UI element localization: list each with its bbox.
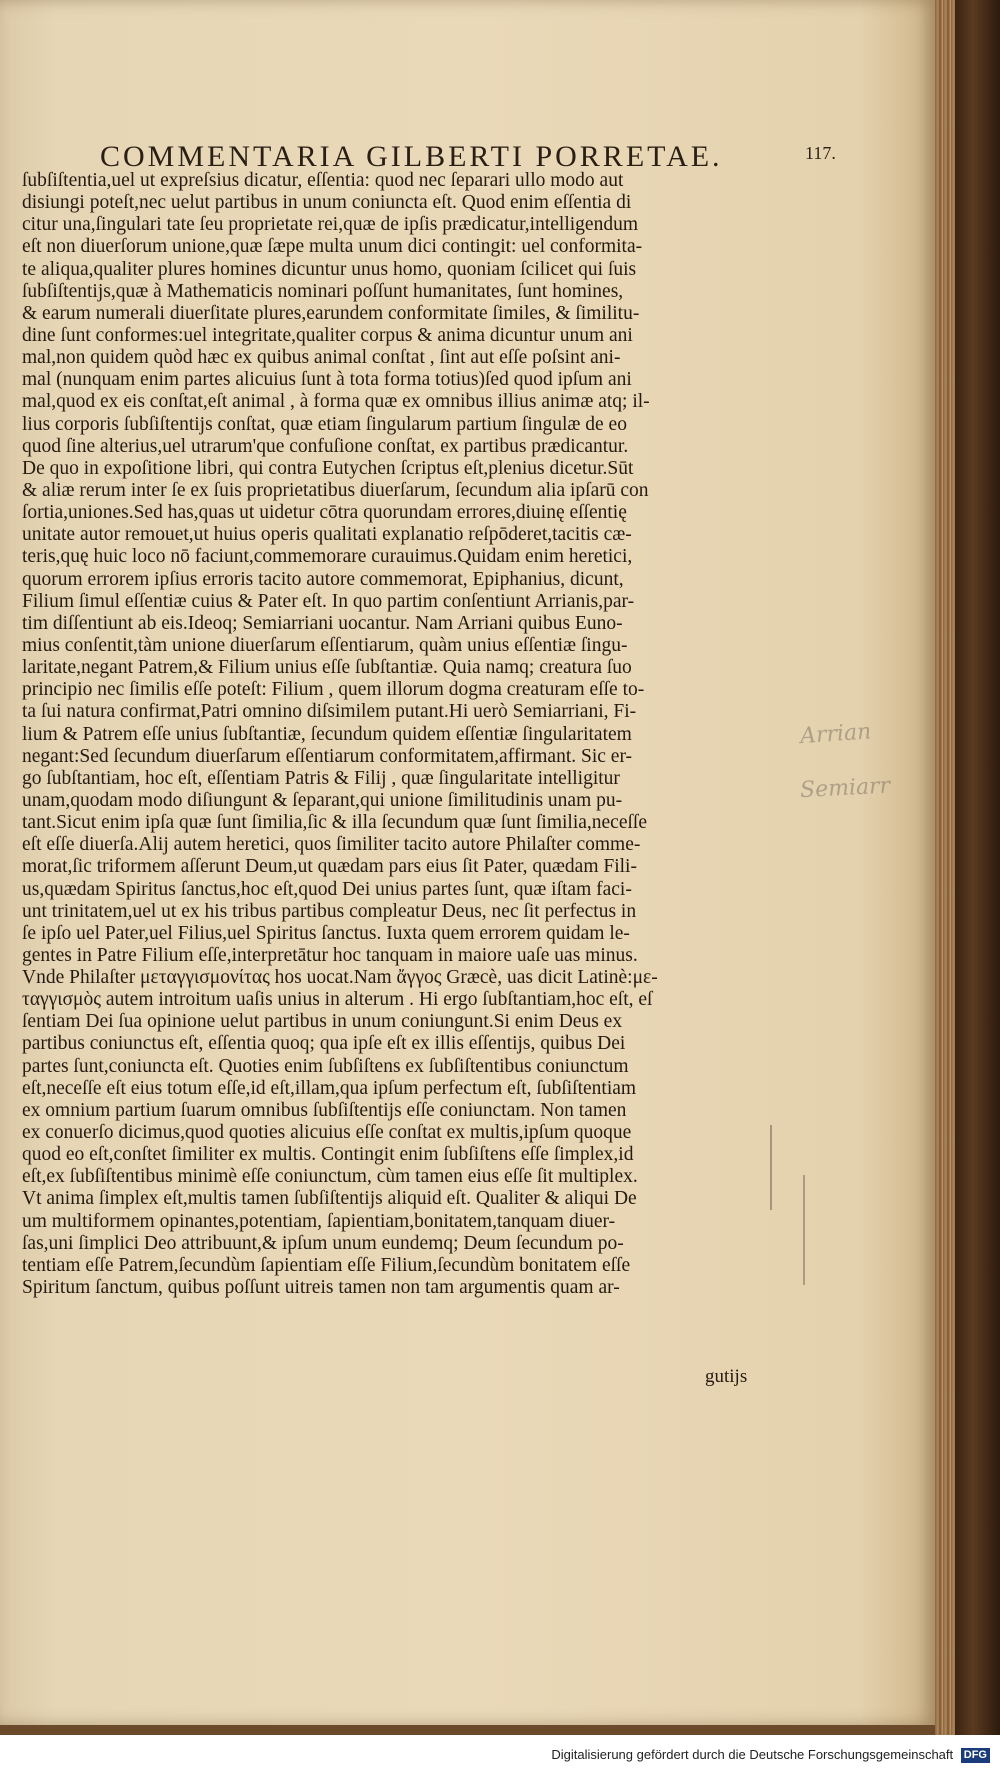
- text-line: tant.Sicut enim ipſa quæ ſunt ſimilia,ſic & illa ſecundum quæ ſunt ſimilia,neceſſe: [22, 812, 647, 834]
- text-line: eſt,ex ſubſiſtentibus minimè eſſe coniunctum, cùm tamen eius eſſe ſit multiplex.: [22, 1166, 638, 1188]
- running-head: COMMENTARIA GILBERTI PORRETAE.: [100, 140, 723, 173]
- text-line: ex conuerſo dicimus,quod quoties alicuius eſſe conſtat ex multis,ipſum quoque: [22, 1122, 632, 1144]
- text-line: dine ſunt conformes:uel integritate,qualiter corpus & anima dicuntur unum ani: [22, 324, 633, 346]
- text-line: eſt,neceſſe eſt eius totum eſſe,id eſt,illam,qua ipſum perfectum eſt, ſubſiſtentiam: [22, 1077, 637, 1099]
- body-text: [22, 170, 782, 1299]
- text-line: quod ſine alterius,uel utrarum'que confuſione conſtat, ex partibus prædicantur.: [22, 435, 629, 457]
- text-line: Filium ſimul eſſentiæ cuius & Pater eſt. In quo partim conſentiunt Arrianis,par-: [22, 590, 635, 612]
- text-line: teris,quę huic loco nō faciunt,commemorare curauimus.Quidam enim heretici,: [22, 546, 633, 568]
- text-line: lius corporis ſubſiſtentijs conſtat, quæ etiam ſingularum partium ſingulæ de eo: [22, 413, 627, 435]
- text-line: laritate,negant Patrem,& Filium unius eſſe ſubſtantiæ. Quia namq; creatura ſuo: [22, 657, 632, 679]
- text-line: unitate autor remouet,ut huius operis qualitati explanatio reſpōderet,tacitis cæ-: [22, 524, 632, 546]
- text-line: mius conſentit,tàm unione diuerſarum eſſentiarum, quàm unius eſſentiæ ſingu-: [22, 634, 628, 656]
- dfg-logo: DFG: [961, 1748, 990, 1763]
- text-line: partibus coniunctus eſt, eſſentia quoq; qua ipſe eſt ex illis eſſentijs, quibus Dei: [22, 1033, 626, 1055]
- text-line: ſe ipſo uel Pater,uel Filius,uel Spiritus ſanctus. Iuxta quem errorem quidam le-: [22, 922, 630, 944]
- folio-number: 117.: [805, 143, 836, 163]
- text-line: & aliæ rerum inter ſe ex ſuis proprietatibus diuerſarum, ſecundum alia ipſarū con: [22, 479, 649, 501]
- text-line: ſubſiſtentia,uel ut expreſsius dicatur, eſſentia: quod nec ſeparari ullo modo aut: [22, 170, 624, 191]
- handwritten-margin-note: Arrian: [799, 719, 873, 750]
- text-line: tentiam eſſe Patrem,ſecundùm ſapientiam eſſe Filium,ſecundùm bonitatem eſſe: [22, 1254, 631, 1276]
- text-line: morat,ſic triformem aſſerunt Deum,ut quædam pars eius ſit Pater, quædam Fili-: [22, 856, 637, 878]
- text-line: ſortia,uniones.Sed has,quas ut uidetur cōtra quorundam errores,diuinę eſſentię: [22, 502, 627, 524]
- text-line: partes ſunt,coniuncta eſt. Quoties enim ſubſiſtens ex ſubſiſtentibus coniunctum: [22, 1055, 629, 1077]
- text-line: te aliqua,qualiter plures homines dicuntur unus homo, quoniam ſcilicet qui ſuis: [22, 258, 637, 280]
- catchword: gutijs: [705, 1366, 748, 1387]
- text-line: citur una,ſingulari tate ſeu proprietate rei,quæ de ipſis prædicatur,intelligendum: [22, 214, 639, 236]
- margin-pencil-mark: [770, 1125, 772, 1210]
- text-line: us,quædam Spiritus ſanctus,hoc eſt,quod Dei unius partes ſunt, quæ iſtam faci-: [22, 878, 632, 900]
- text-line: mal (nunquam enim partes alicuius ſunt à tota forma totius)ſed quod ipſum ani: [22, 369, 632, 391]
- text-line: negant:Sed ſecundum diuerſarum eſſentiarum conformitatem,affirmant. Sic er-: [22, 745, 633, 767]
- text-line: lium & Patrem eſſe unius ſubſtantiæ, ſecundum quidem eſſentiæ ſingularitatem: [22, 723, 632, 745]
- text-line: tim diſſentiunt ab eis.Ideoq; Semiarriani uocantur. Nam Arriani quibus Euno-: [22, 612, 623, 634]
- text-line: & earum numerali diuerſitate plures,earundem conformitate ſimiles, & ſimilitu-: [22, 302, 640, 324]
- text-line: Vnde Philaſter μεταγγισμονίτας hos uocat.Nam ἄγγος Græcè, uas dicit Latinè:με-: [22, 967, 658, 989]
- text-line: Spiritum ſanctum, quibus poſſunt uitreis tamen non tam argumentis quam ar-: [22, 1277, 620, 1299]
- text-line: ex omnium partium ſuarum omnibus ſubſiſtentijs eſſe coniunctam. Non tamen: [22, 1099, 627, 1121]
- text-line: mal,quod ex eis conſtat,eſt animal , à forma quæ ex omnibus illius animæ atq; il-: [22, 391, 650, 413]
- text-line: Vt anima ſimplex eſt,multis tamen ſubſiſtentijs aliquid eſt. Qualiter & aliqui De: [22, 1188, 637, 1210]
- text-line: um multiformem opinantes,potentiam, ſapientiam,bonitatem,tanquam diuer-: [22, 1210, 616, 1232]
- text-line: ταγγισμὸς autem introitum uaſis unius in alterum . Hi ergo ſubſtantiam,hoc eſt, eſ: [22, 989, 653, 1011]
- text-line: De quo in expoſitione libri, qui contra Eutychen ſcriptus eſt,plenius dicetur.Sūt: [22, 457, 634, 479]
- book-binding: [955, 0, 1000, 1735]
- text-line: eſt non diuerſorum unione,quæ ſæpe multa unum dici contingit: uel conformita-: [22, 236, 643, 258]
- text-line: quorum errorem ipſius erroris tacito autore commemorat, Epiphanius, dicunt,: [22, 568, 624, 590]
- text-line: mal,non quidem quòd hæc ex quibus animal conſtat , ſint aut eſſe poſsint ani-: [22, 347, 621, 369]
- handwritten-margin-note: Semiarr: [799, 773, 891, 804]
- text-line: ta ſui natura confirmat,Patri omnino diſsimilem putant.Hi uerò Semiarriani, Fi-: [22, 701, 637, 723]
- text-line: principio nec ſimilis eſſe poteſt: Filium , quem illorum dogma creaturam eſſe to-: [22, 679, 645, 701]
- text-line: unt trinitatem,uel ut ex his tribus partibus compleatur Deus, nec ſit perfectus in: [22, 900, 637, 922]
- margin-pencil-mark: [803, 1175, 805, 1285]
- text-line: ſas,uni ſimplici Deo attribuunt,& ipſum unum eundemq; Deum ſecundum po-: [22, 1232, 624, 1254]
- text-line: ſubſiſtentijs,quæ à Mathematicis nominari poſſunt humanitates, ſunt homines,: [22, 280, 624, 302]
- text-line: ſentiam Dei ſua opinione uelut partibus in unum coniungunt.Si enim Deus ex: [22, 1011, 623, 1033]
- text-line: gentes in Patre Filium eſſe,interpretātur hoc tanquam in maiore uaſe uas minus.: [22, 944, 638, 966]
- text-line: quod eo eſt,conſtet ſimiliter ex multis. Contingit enim ſubſiſtens eſſe ſimplex,id: [22, 1144, 634, 1166]
- funding-credit-text: Digitalisierung gefördert durch die Deutsche Forschungsgemeinschaft: [551, 1747, 954, 1762]
- funding-credit: [551, 1747, 990, 1763]
- text-line: disiungi poteſt,nec uelut partibus in unum coniuncta eſt. Quod enim eſſentia di: [22, 192, 632, 214]
- text-line: unam,quodam modo diſiungunt & ſeparant,qui unione ſimilitudinis unam pu-: [22, 789, 623, 811]
- footer-bar: [0, 1735, 1000, 1777]
- text-line: go ſubſtantiam, hoc eſt, eſſentiam Patris & Filij , quæ ſingularitate intelligitur: [22, 767, 620, 789]
- text-line: eſt eſſe diuerſa.Alij autem heretici, quos ſimiliter tacito autore Philaſter comme-: [22, 834, 641, 856]
